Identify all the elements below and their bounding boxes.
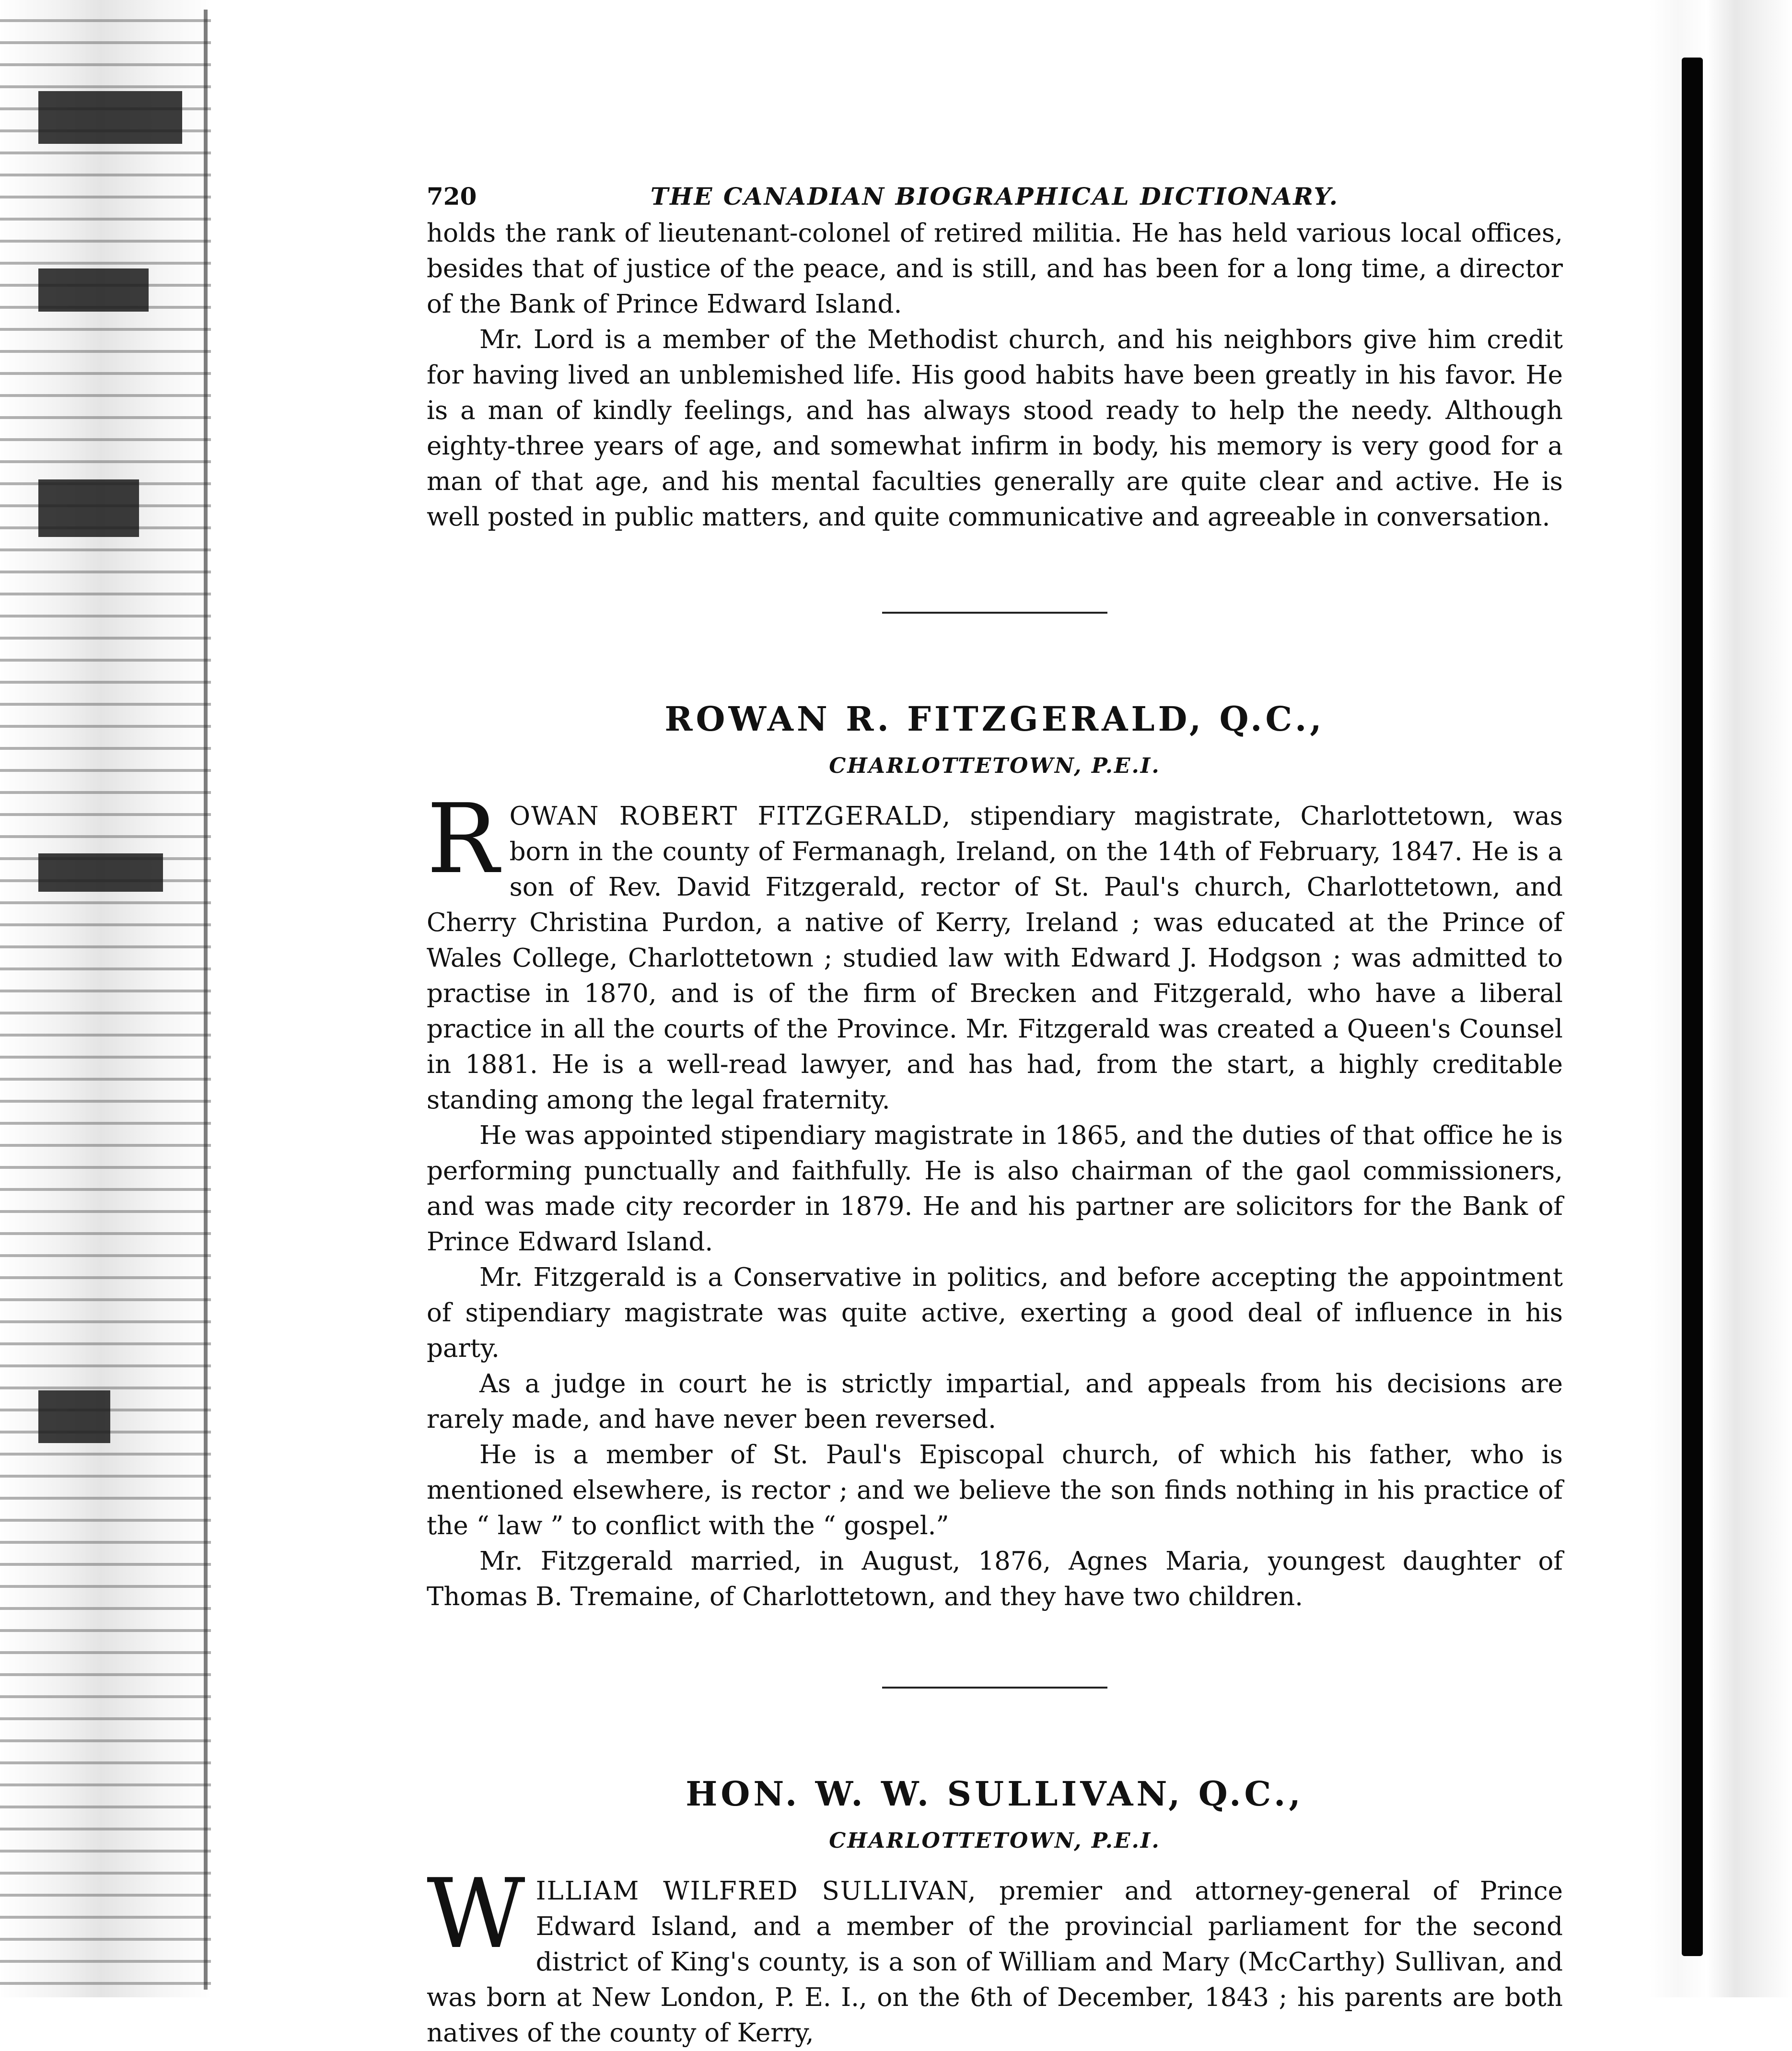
paragraph: Mr. Fitzgerald is a Conservative in politics, and before accepting the appointment of stipendiary magistrate was quite active, exerting a good deal of influence in his party. [427, 1263, 1563, 1363]
section-divider [882, 612, 1107, 614]
running-title: THE CANADIAN BIOGRAPHICAL DICTIONARY. [650, 182, 1339, 210]
page-gutter-shadow [1682, 58, 1703, 1956]
running-head [427, 173, 1563, 216]
continued-article [427, 216, 1563, 535]
book-page [427, 173, 1563, 2051]
scan-edge-rule [204, 10, 208, 1990]
lead-paragraph [427, 783, 1563, 1118]
lead-text: premier and attorney-general of Prince Edward Island, and a member of the provincial parliament for the second district of King's county, is a son of William and Mary (McCarthy) Sullivan, and was born at New London, P. E. I., on the 6th of December, 1843 ; his parents are both natives of the county of Kerry, [427, 1876, 1563, 2048]
drop-cap: W [427, 1858, 525, 1970]
drop-cap: R [427, 783, 499, 895]
article-heading: ROWAN R. FITZGERALD, Q.C., [664, 699, 1325, 739]
article-body [427, 1858, 1563, 2051]
paragraph: He was appointed stipendiary magistrate in 1865, and the duties of that office he is performing punctually and faithfully. He is also chairman of the gaol commissioners, and was made city recorder in 1879. He and his partner are solicitors for the Bank of Prince Edward Island. [427, 1121, 1563, 1257]
paragraph: As a judge in court he is strictly impartial, and appeals from his decisions are rarely made, and have never been reversed. [427, 1369, 1563, 1434]
paragraph: holds the rank of lieutenant-colonel of retired militia. He has held various local offices, besides that of justice of the peace, and is still, and has been for a long time, a director of the Bank of Prince Edward Island. [427, 219, 1563, 319]
article-sullivan [427, 1775, 1563, 2051]
section-divider [882, 1687, 1107, 1689]
article-fitzgerald [427, 700, 1563, 1615]
scan-artifact-block [38, 268, 149, 312]
page-number: 720 [427, 182, 477, 210]
lead-text: stipendiary magistrate, Charlottetown, was born in the county of Fermanagh, Ireland, on the 14th of February, 1847. He is a son of Rev. David Fitzgerald, rector of St. Paul's church, Charlottetown, and Cherry Christina Purdon, a native of Kerry, Ireland ; was educated at the Prince of Wales College, Charlottetown ; studied law with Edward J. Hodgson ; was admitted to practise in 1870, and is of the firm of Brecken and Fitzgerald, who have a liberal practice in all the courts of the Province. Mr. Fitzgerald was created a Queen's Counsel in 1881. He is a well-read lawyer, and has had, from the start, a highly creditable standing among the legal fraternity. [427, 802, 1563, 1115]
scan-artifact-block [38, 1390, 110, 1443]
scan-artifact-block [38, 91, 182, 144]
paragraph: Mr. Fitzgerald married, in August, 1876, Agnes Maria, youngest daughter of Thomas B. Tremaine, of Charlottetown, and they have two children. [427, 1547, 1563, 1611]
paragraph: Mr. Lord is a member of the Methodist church, and his neighbors give him credit for having lived an unblemished life. His good habits have been greatly in his favor. He is a man of kindly feelings, and has always stood ready to help the needy. Although eighty-three years of age, and somewhat infirm in body, his memory is very good for a man of that age, and his mental faculties generally are quite clear and active. He is well posted in public matters, and quite communicative and agreeable in conversation. [427, 325, 1563, 532]
article-body [427, 783, 1563, 1615]
scan-artifact-block [38, 479, 139, 537]
article-place: CHARLOTTETOWN, P.E.I. [829, 754, 1161, 778]
paragraph: He is a member of St. Paul's Episcopal church, of which his father, who is mentioned elsewhere, is rector ; and we believe the son finds nothing in his practice of the “ law ” to conflict with the “ gospel.” [427, 1440, 1563, 1540]
article-heading: HON. W. W. SULLIVAN, Q.C., [686, 1774, 1304, 1814]
article-place: CHARLOTTETOWN, P.E.I. [829, 1829, 1161, 1853]
lead-paragraph [427, 1858, 1563, 2051]
scan-artifact-block [38, 853, 163, 892]
scan-edge-right [1649, 0, 1792, 1997]
lead-caps: OWAN ROBERT FITZGERALD, [509, 802, 952, 831]
lead-caps: ILLIAM WILFRED SULLIVAN, [535, 1876, 977, 1906]
